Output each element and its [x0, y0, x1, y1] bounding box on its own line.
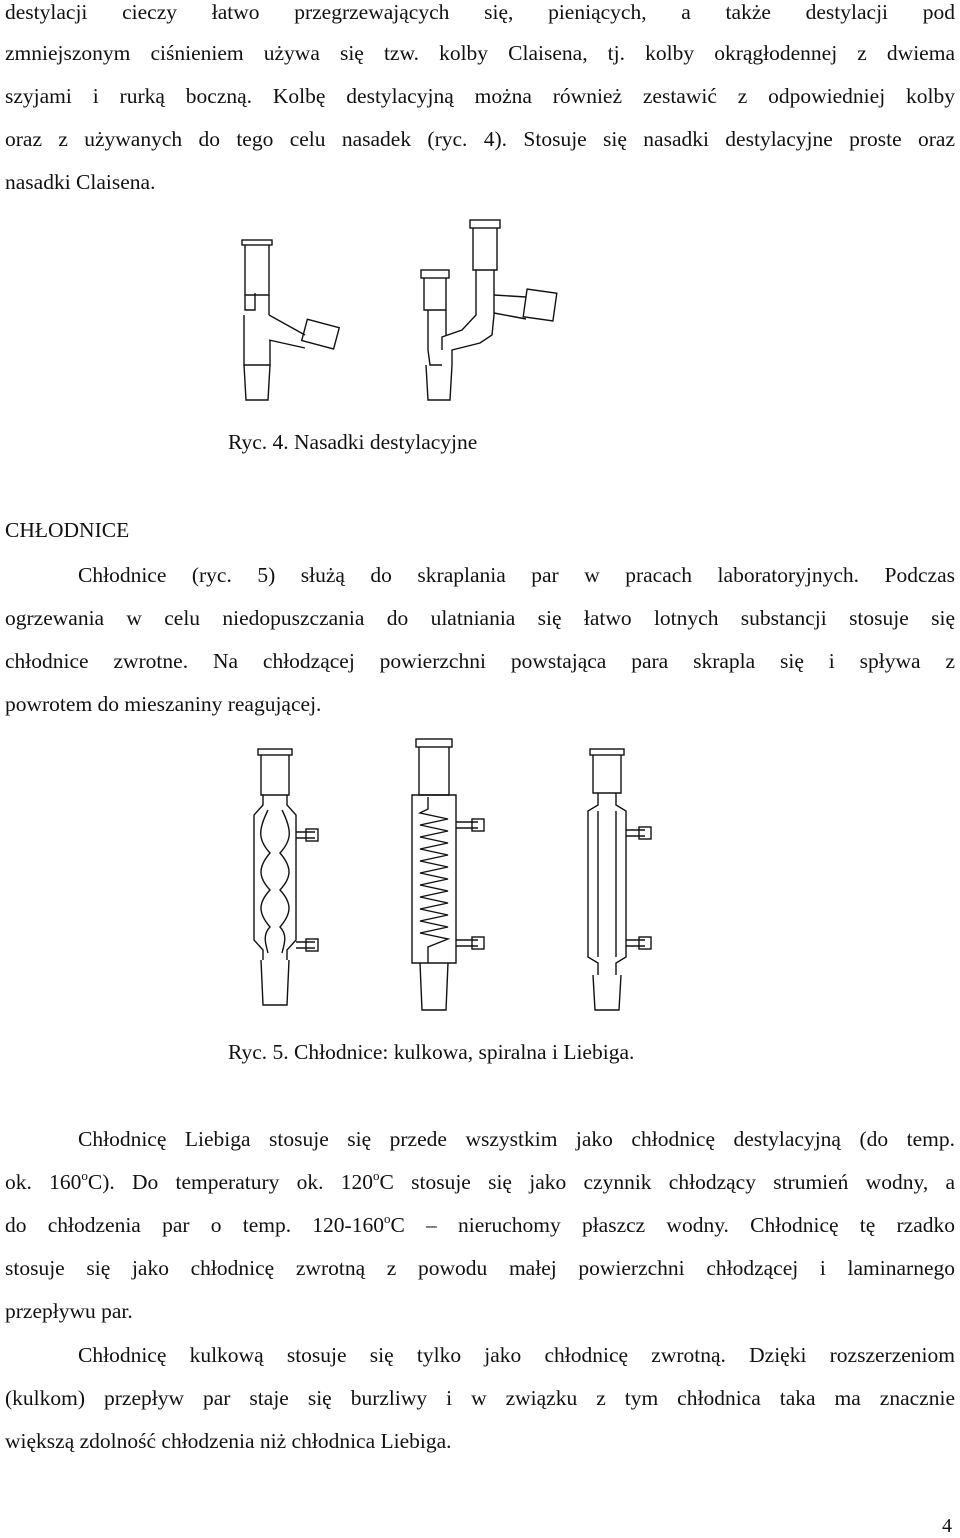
para3-line4: stosuje się jako chłodnicę zwrotną z powodu małej powierzchni chłodzącej i laminarnego [5, 1256, 955, 1280]
degree-sup-3: o [383, 1211, 391, 1226]
figure-4-caption: Ryc. 4. Nasadki destylacyjne [228, 430, 478, 454]
figure-5-caption: Ryc. 5. Chłodnice: kulkowa, spiralna i Liebiga. [228, 1040, 635, 1064]
para3-line2-part3: C stosuje się jako czynnik chłodzący strumień wodny, a [379, 1170, 955, 1194]
para1-line1: destylacji cieczy łatwo przegrzewających się, pieniących, a także destylacji pod [5, 0, 955, 24]
para4-line1: Chłodnicę kulkową stosuje się tylko jako chłodnicę zwrotną. Dzięki rozszerzeniom [78, 1343, 955, 1367]
page-number: 4 [942, 1515, 952, 1537]
condensers-figure [240, 735, 670, 1025]
claisen-head [421, 220, 557, 400]
para3-line3-part2: C – nieruchomy płaszcz wodny. Chłodnicę tę rzadko [390, 1213, 955, 1237]
section-heading: CHŁODNICE [5, 518, 130, 542]
para2-line4: powrotem do mieszaniny reagującej. [5, 692, 322, 716]
para1-line5: nasadki Claisena. [5, 170, 156, 194]
para3-line3-part1: do chłodzenia par o temp. 120-160 [5, 1213, 384, 1237]
para3-line1: Chłodnicę Liebiga stosuje się przede wszystkim jako chłodnicę destylacyjną (do temp. [78, 1127, 955, 1151]
degree-sup-1: o [81, 1168, 88, 1183]
para3-line2-part2: C). Do temperatury ok. 120 [87, 1170, 374, 1194]
para2-line3: chłodnice zwrotne. Na chłodzącej powierzchni powstająca para skrapla się i spływa z [5, 649, 955, 673]
para1-line4: oraz z używanych do tego celu nasadek (ryc. 4). Stosuje się nasadki destylacyjne proste oraz [5, 127, 955, 151]
para3-line2-part1: ok. 160 [5, 1170, 82, 1194]
para2-line1: Chłodnice (ryc. 5) służą do skraplania par w pracach laboratoryjnych. Podczas [78, 563, 955, 587]
para1-line2: zmniejszonym ciśnieniem używa się tzw. kolby Claisena, tj. kolby okrągłodennej z dwiema [5, 41, 955, 65]
para1-line3: szyjami i rurką boczną. Kolbę destylacyjną można również zestawić z odpowiedniej kolby [5, 84, 955, 108]
liebig-condenser [588, 749, 651, 1010]
para3-line3 [5, 1213, 955, 1238]
para3-line5: przepływu par. [5, 1299, 133, 1323]
para3-line2 [5, 1170, 955, 1195]
degree-sup-2: o [373, 1168, 380, 1183]
para2-line2: ogrzewania w celu niedopuszczania do ulatniania się łatwo lotnych substancji stosuje się [5, 606, 955, 630]
distillation-heads-figure [230, 215, 570, 415]
ball-condenser [254, 749, 318, 1005]
spiral-condenser [412, 739, 484, 1010]
straight-distillation-head [242, 240, 339, 400]
para4-line2: (kulkom) przepływ par staje się burzliwy i w związku z tym chłodnica taka ma znacznie [5, 1386, 955, 1410]
para4-line3: większą zdolność chłodzenia niż chłodnica Liebiga. [5, 1429, 452, 1453]
